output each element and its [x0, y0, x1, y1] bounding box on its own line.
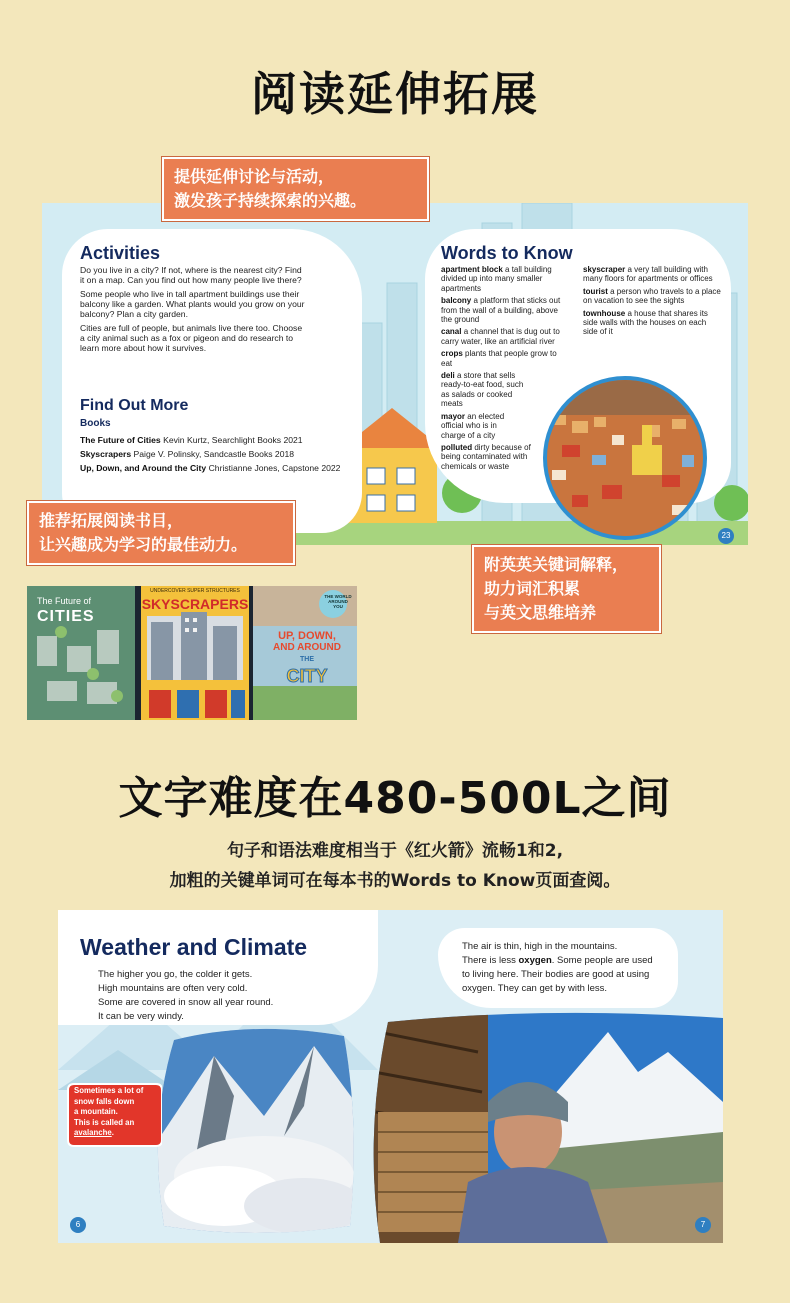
glossary-definition: an elected official who is in charge of a city: [441, 411, 505, 440]
book-list: [80, 435, 360, 473]
book-title: Up, Down, and Around the City: [80, 463, 207, 473]
cover-title: SKYSCRAPERS: [141, 596, 249, 612]
glossary-entry: [583, 287, 721, 306]
book-info: Christianne Jones, Capstone 2022: [206, 463, 341, 473]
glossary-entry: [441, 265, 567, 293]
glossary-term: townhouse: [583, 308, 626, 318]
glossary-definition: a channel that is dug out to carry water, like an artificial river: [441, 327, 560, 346]
subtitle-line-1: 句子和语法难度相当于《红火箭》流畅1和2,: [226, 841, 564, 861]
callout-line: 激发孩子持续探索的兴趣。: [174, 191, 367, 210]
cover-title-small: The Future of: [37, 596, 92, 606]
book-info: Paige V. Polinsky, Sandcastle Books 2018: [131, 449, 295, 459]
words-to-know-title: Words to Know: [441, 243, 573, 263]
glossary-entry: [441, 296, 567, 324]
glossary-term: skyscraper: [583, 265, 626, 274]
glossary-term: apartment block: [441, 265, 503, 274]
bubble-line: Sometimes a lot of: [74, 1086, 144, 1095]
glossary-entry: [441, 443, 541, 471]
activities-card: [62, 229, 362, 533]
books-subtitle: Books: [80, 418, 111, 429]
book-title: The Future of Cities: [80, 435, 161, 445]
body-line: The higher you go, the colder it gets.: [98, 969, 253, 980]
bubble-line: [74, 1128, 160, 1139]
cover-art: [27, 586, 135, 720]
activity-paragraph: Some people who live in tall apartment buildings use their balcony like a garden. What plants would you grow on your balcony? Plan a city garden.: [80, 289, 305, 319]
book-cover-future-of-cities: [27, 586, 135, 720]
glossary-term: mayor: [441, 411, 466, 421]
bubble-line: a mountain.: [74, 1107, 118, 1116]
glossary-definition: a tall building divided up into many smaller apartments: [441, 265, 552, 293]
callout-line: 助力词汇积累: [484, 579, 581, 598]
body-line: The air is thin, high in the mountains.: [462, 941, 618, 952]
glossary-definition: plants that people grow to eat: [441, 349, 557, 368]
body-line: oxygen. They can get by with less.: [462, 983, 608, 994]
avalanche-bubble-text: [74, 1086, 160, 1139]
glossary-definition: a house that shares its side walls with the houses on each side of it: [583, 308, 708, 337]
glossary-definition: a platform that sticks out from the wall of a building, above the ground: [441, 296, 561, 325]
glossary-definition: a person who travels to a place on vacation to see the sights: [583, 286, 721, 306]
cover-badge: THE WORLD AROUND YOU: [324, 594, 352, 609]
glossary-term: deli: [441, 371, 455, 381]
book-item: [80, 449, 360, 459]
body-line: [462, 954, 672, 968]
glossary-definition: a very tall building with many floors for apartments or offices: [583, 265, 713, 284]
cover-title-line: AND AROUND: [273, 642, 341, 653]
bubble-line: snow falls down: [74, 1096, 135, 1106]
callout-words: [472, 545, 661, 633]
cover-title-line: THE: [300, 656, 314, 663]
callout-activities: [162, 157, 429, 221]
glossary-term: polluted: [441, 442, 473, 452]
glossary-entry: [441, 349, 567, 368]
activities-text: [80, 265, 306, 353]
activity-paragraph: Cities are full of people, but animals live there too. Choose a city animal such as a fox or pigeon and do research to learn more about how it survives.: [80, 323, 303, 353]
body-line: to living here. Their bodies are good at using: [462, 969, 650, 980]
body-line: Some are covered in snow all year round.: [98, 997, 274, 1008]
left-body-text: [98, 968, 273, 1024]
glossary-definition: dirty because of being contaminated with chemicals or waste: [441, 442, 531, 471]
bold-keyword: oxygen: [518, 955, 552, 966]
recommended-book-covers: [27, 586, 357, 720]
cover-title-line: CITY: [286, 666, 328, 686]
cover-art: [141, 612, 249, 720]
book-item: [80, 435, 360, 445]
bubble-segment: .: [111, 1128, 114, 1137]
book-info: Kevin Kurtz, Searchlight Books 2021: [160, 435, 303, 445]
glossary-term: canal: [441, 327, 462, 337]
find-out-more-title: Find Out More: [80, 397, 189, 414]
cover-title-line: UP, DOWN,: [278, 630, 336, 642]
cover-title: [261, 630, 353, 686]
bubble-keyword: avalanche: [74, 1128, 112, 1137]
cover-series: UNDERCOVER SUPER STRUCTURES: [150, 588, 240, 594]
book-cover-up-down-around-city: [253, 586, 357, 720]
glossary-column-2: [583, 265, 721, 337]
page-number-left: 6: [70, 1217, 86, 1233]
book-spread-weather-climate: [58, 910, 723, 1243]
activity-paragraph: Do you live in a city? If not, where is the nearest city? Find it on a map. Can you find out how many people live there?: [80, 265, 302, 285]
page-number-right: 7: [695, 1217, 711, 1233]
glossary-entry: [441, 412, 511, 440]
glossary-entry: [441, 327, 567, 346]
avalanche-photo: [154, 1026, 358, 1236]
section-heading-extension: 阅读延伸拓展: [251, 67, 539, 121]
body-line: It can be very windy.: [98, 1011, 184, 1022]
activities-title: Activities: [80, 243, 161, 263]
callout-line: 推荐拓展阅读书目，: [39, 511, 184, 530]
book-title: Skyscrapers: [80, 449, 132, 459]
glossary-entry: [441, 371, 531, 409]
cover-title: CITIES: [37, 608, 95, 625]
page-number: 23: [718, 528, 734, 544]
section-heading-difficulty: 文字难度在480-500L之间: [118, 773, 672, 824]
callout-line: 提供延伸讨论与活动，: [174, 167, 335, 186]
book-item: [80, 463, 360, 473]
left-text-card: [58, 910, 378, 1025]
glossary-term: balcony: [441, 296, 472, 306]
bubble-line: This is called an: [74, 1117, 135, 1127]
glossary-entry: [583, 265, 721, 284]
subtitle-line-2: 加粗的关键单词可在每本书的Words to Know页面查阅。: [169, 871, 621, 891]
glossary-term: crops: [441, 349, 463, 359]
mountain-woman-photo: [368, 1012, 723, 1243]
glossary-entry: [583, 309, 721, 337]
book-spread-reference-pages: [42, 203, 748, 545]
body-segment: . Some people are used: [551, 955, 653, 966]
right-text-card: [438, 928, 678, 1008]
glossary-term: tourist: [583, 286, 608, 296]
callout-line: 让兴趣成为学习的最佳动力。: [39, 535, 248, 554]
right-body-text: [462, 940, 672, 996]
book-cover-skyscrapers: [141, 586, 249, 720]
body-segment: There is less: [462, 955, 519, 966]
page-title: Weather and Climate: [80, 934, 308, 960]
callout-line: 与英文思维培养: [484, 603, 597, 622]
callout-line: 附英英关键词解释，: [484, 555, 629, 574]
glossary-definition: a store that sells ready-to-eat food, such as salads or cooked meats: [441, 371, 524, 409]
callout-books: [27, 501, 295, 565]
body-line: High mountains are often very cold.: [98, 983, 248, 994]
city-photo: [542, 375, 708, 541]
